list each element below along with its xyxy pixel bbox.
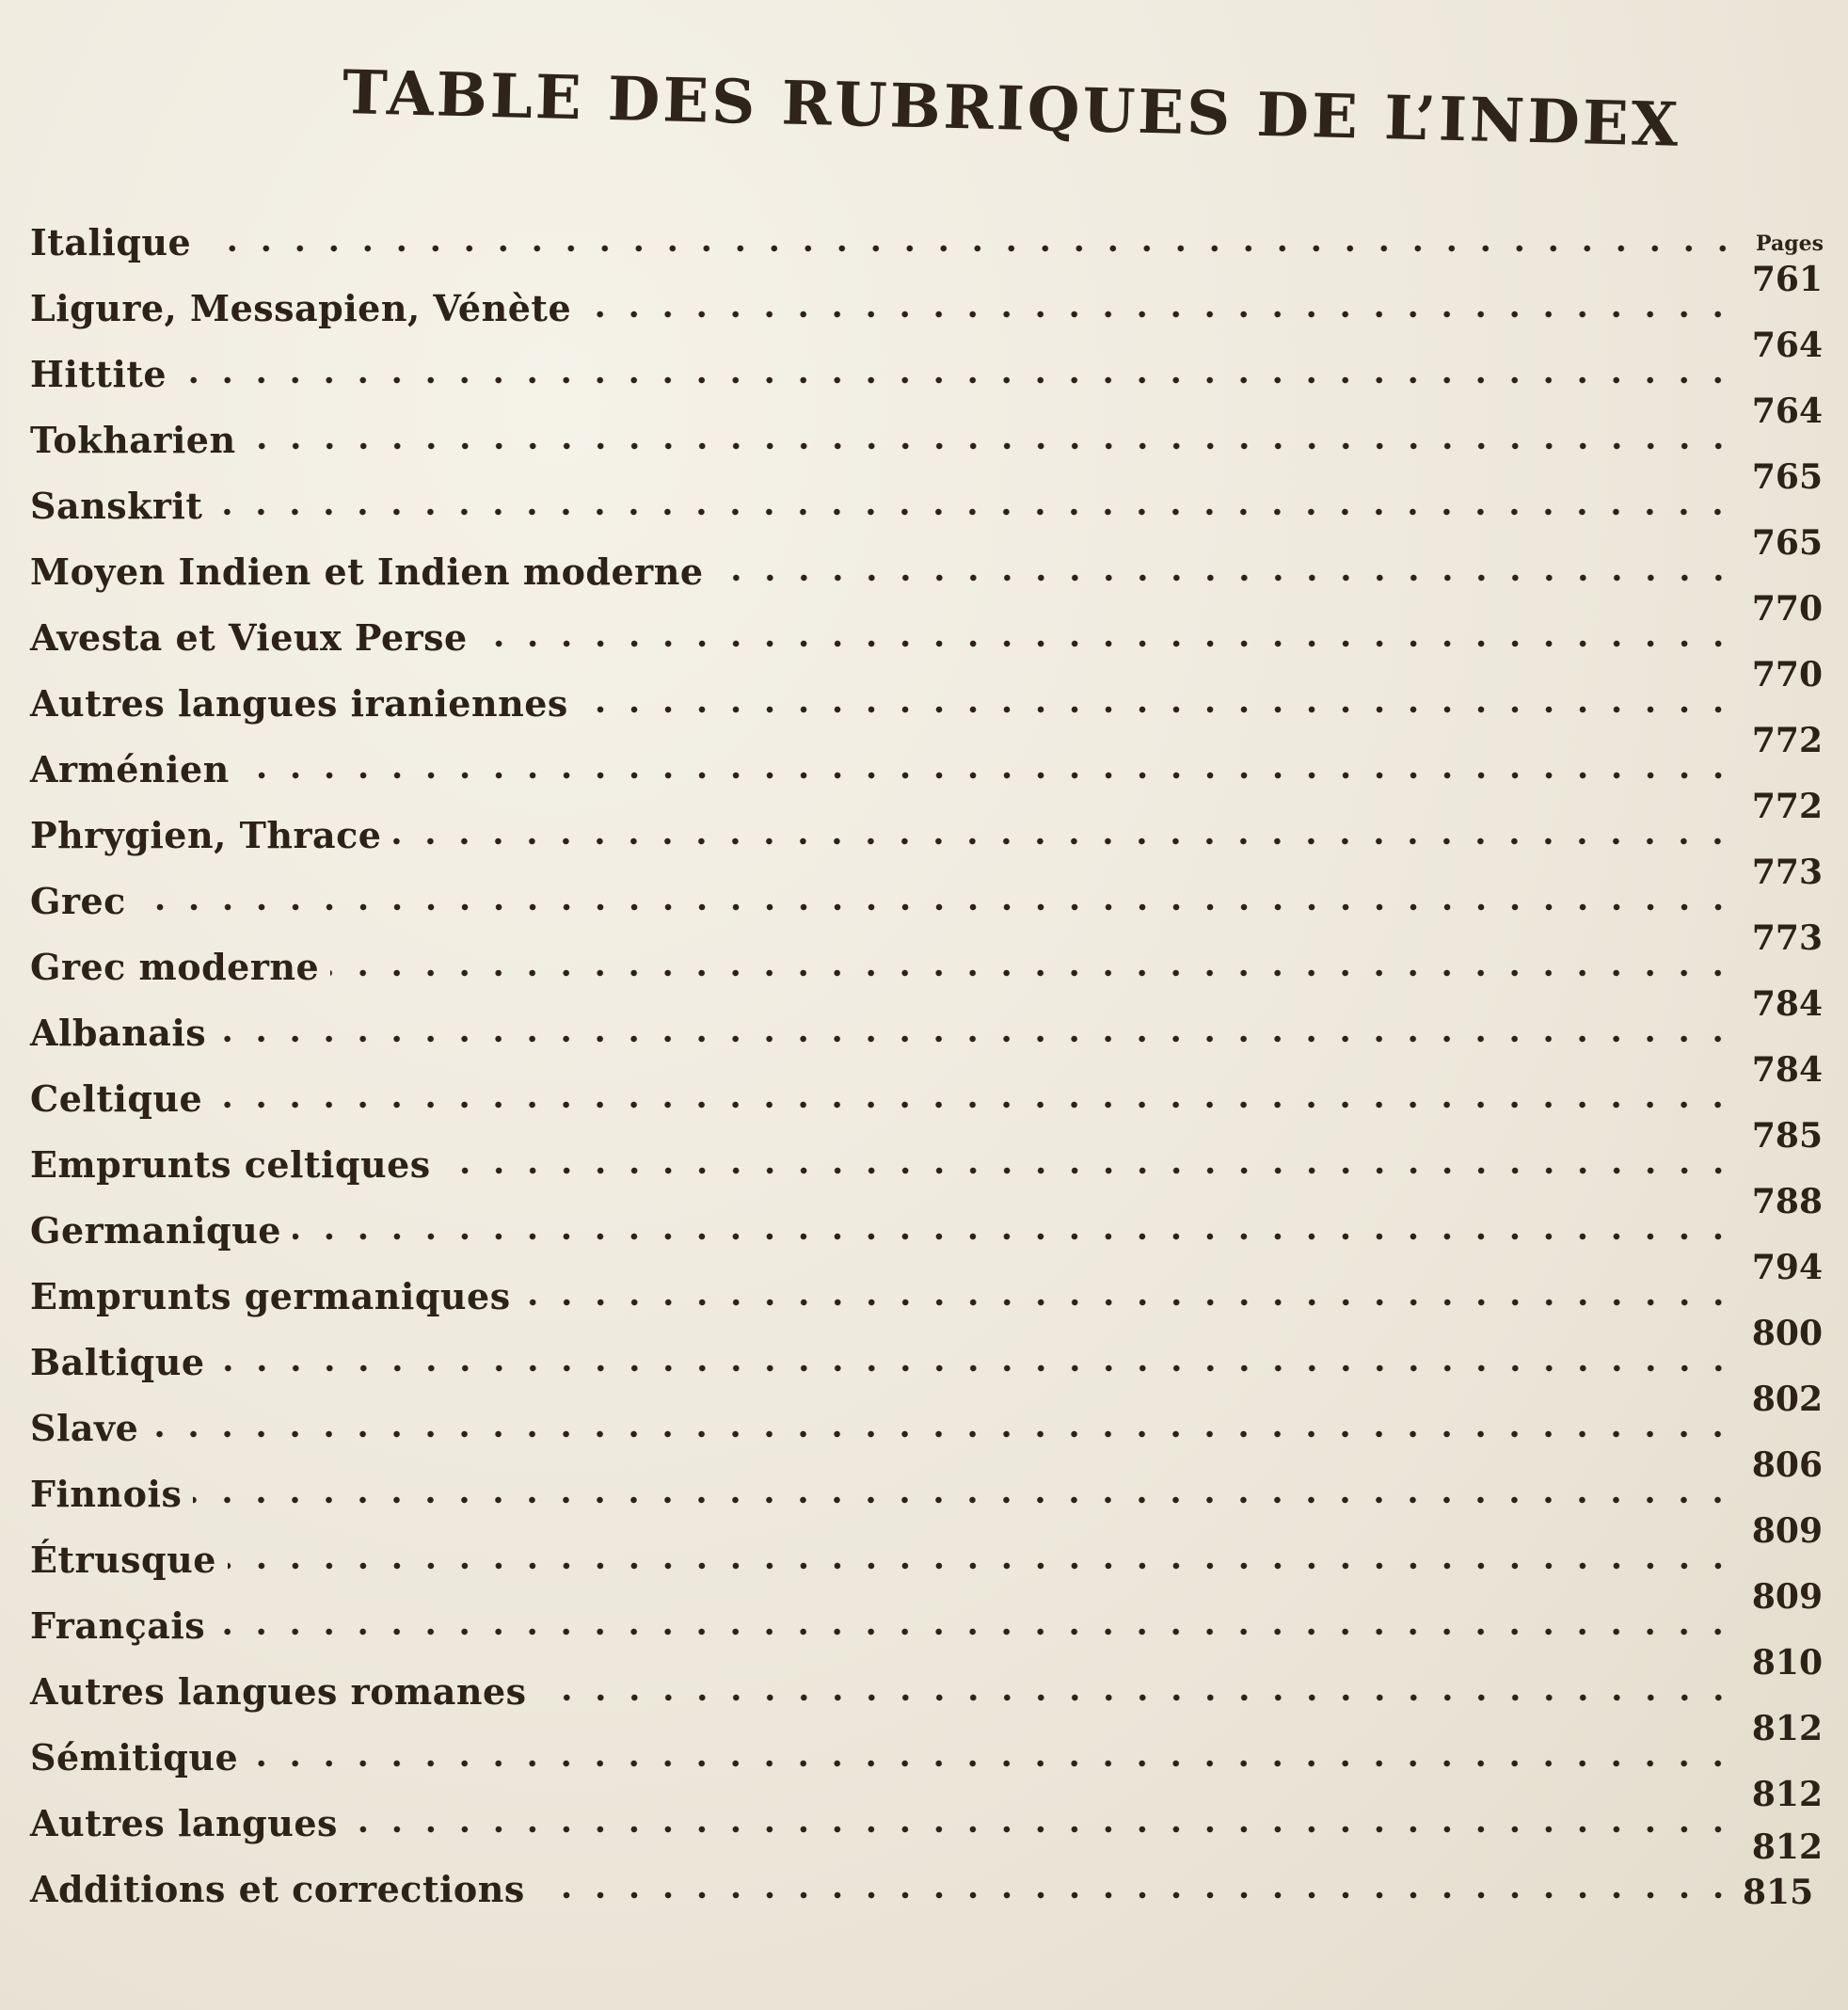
toc-entry <box>30 1314 1823 1395</box>
toc-entry <box>30 1775 1823 1856</box>
toc-entry-page-number: 812 <box>1751 1709 1823 1748</box>
trailing-page-number: 815 <box>1743 1873 1814 1912</box>
toc-entry <box>30 655 1823 736</box>
toc-entry-page-number: 810 <box>1751 1643 1823 1683</box>
dot-leader <box>522 1298 1735 1307</box>
toc-entry-page-number: 788 <box>1751 1182 1823 1221</box>
toc-entry <box>30 1827 1823 1922</box>
index-table-of-contents <box>30 209 1823 1922</box>
dot-leader <box>178 375 1735 385</box>
toc-entry <box>30 721 1823 802</box>
dot-leader <box>202 244 1740 253</box>
toc-entry-label: Italique <box>30 220 192 263</box>
toc-entry <box>30 589 1823 670</box>
toc-entry <box>30 1248 1823 1329</box>
toc-entry-label: Ligure, Messapien, Vénète <box>30 286 572 329</box>
dot-leader <box>214 1100 1735 1109</box>
toc-entry <box>30 326 1823 407</box>
toc-entry-label: Albanais <box>30 1011 207 1054</box>
dot-leader <box>217 1034 1735 1044</box>
toc-entry <box>30 1511 1823 1592</box>
toc-entry-label: Étrusque <box>30 1538 216 1581</box>
toc-entry-page-number: 800 <box>1751 1314 1823 1353</box>
dot-leader <box>442 1166 1735 1175</box>
dot-leader <box>293 1232 1735 1241</box>
toc-entry-page-number: 809 <box>1751 1577 1823 1617</box>
dot-leader <box>216 1627 1735 1636</box>
toc-entry-page-number: 764 <box>1751 391 1823 431</box>
toc-entry-label: Germanique <box>30 1208 281 1252</box>
toc-entry-page-number: 812 <box>1751 1827 1823 1867</box>
toc-entry-label: Emprunts celtiques <box>30 1142 431 1186</box>
dot-leader <box>150 1429 1735 1439</box>
toc-entry <box>30 260 1823 341</box>
toc-entry-label: Grec moderne <box>30 945 320 988</box>
dot-leader <box>479 639 1735 648</box>
toc-entry-label: Sanskrit <box>30 484 203 527</box>
toc-entry-label: Grec <box>30 879 126 922</box>
toc-entry-page-number: 764 <box>1751 326 1823 365</box>
toc-entry-label: Autres langues iraniennes <box>30 681 568 725</box>
toc-entry-label: Sémitique <box>30 1735 239 1779</box>
dot-leader <box>249 1759 1735 1768</box>
toc-entry <box>30 391 1823 472</box>
toc-entry-page-number: 765 <box>1751 457 1823 497</box>
toc-entry <box>30 457 1823 538</box>
dot-leader <box>349 1825 1735 1834</box>
toc-entry-page-number: 806 <box>1751 1445 1823 1485</box>
toc-entry-page-number: 812 <box>1751 1775 1823 1814</box>
dot-leader <box>214 507 1734 517</box>
toc-entry-label: Arménien <box>30 747 230 790</box>
toc-entry-page-number: 761 <box>1751 260 1823 299</box>
toc-entry <box>30 1709 1823 1790</box>
toc-entry-page-number: 770 <box>1751 655 1823 694</box>
toc-entry-label: Moyen Indien et Indien moderne <box>30 550 704 593</box>
dot-leader <box>715 573 1735 582</box>
toc-entry-label: Emprunts germaniques <box>30 1274 511 1317</box>
toc-entry-page-number: 772 <box>1751 787 1823 826</box>
toc-entry-page-number: 773 <box>1751 918 1823 958</box>
toc-entry-page-number: 784 <box>1751 984 1823 1024</box>
toc-entry <box>30 984 1823 1065</box>
toc-entry-label: Celtique <box>30 1077 203 1120</box>
toc-entry-page-number: 784 <box>1751 1050 1823 1090</box>
toc-entry-label: Autres langues <box>30 1801 338 1844</box>
pages-column-header: Pages <box>1756 231 1824 256</box>
dot-leader <box>538 1693 1735 1702</box>
toc-entry-label: Finnois <box>30 1472 183 1515</box>
dot-leader <box>582 310 1735 319</box>
toc-entry-label: Hittite <box>30 352 167 395</box>
toc-entry-page-number: 809 <box>1751 1511 1823 1551</box>
dot-leader <box>536 1890 1735 1900</box>
toc-entry-label: Baltique <box>30 1340 205 1383</box>
toc-entry-page-number: 794 <box>1751 1248 1823 1287</box>
toc-entry <box>30 1643 1823 1724</box>
dot-leader <box>228 1561 1735 1571</box>
page-title: TABLE DES RUBRIQUES DE L’INDEX <box>342 56 1682 161</box>
toc-entry <box>30 1050 1823 1131</box>
toc-entry-label: Autres langues romanes <box>30 1669 527 1713</box>
toc-entry <box>30 209 1823 275</box>
toc-entry <box>30 853 1823 933</box>
dot-leader <box>241 771 1735 780</box>
toc-entry-label: Tokharien <box>30 418 236 461</box>
dot-leader <box>216 1364 1735 1373</box>
toc-entry <box>30 1116 1823 1197</box>
toc-entry <box>30 918 1823 999</box>
toc-entry-page-number: 802 <box>1751 1380 1823 1419</box>
toc-entry <box>30 1577 1823 1658</box>
dot-leader <box>330 968 1735 978</box>
toc-entry <box>30 787 1823 868</box>
toc-entry-page-number: 773 <box>1751 853 1823 892</box>
toc-entry-label: Slave <box>30 1406 139 1449</box>
toc-entry-label: Additions et corrections <box>30 1867 525 1910</box>
dot-leader <box>580 705 1735 714</box>
toc-entry-label: Phrygien, Thrace <box>30 813 382 856</box>
toc-entry-label: Avesta et Vieux Perse <box>30 615 468 659</box>
toc-entry <box>30 1445 1823 1526</box>
toc-entry-page-number: 785 <box>1751 1116 1823 1156</box>
dot-leader <box>193 1495 1734 1505</box>
toc-entry <box>30 523 1823 604</box>
toc-entry-page-number: 770 <box>1751 589 1823 629</box>
dot-leader <box>137 902 1735 912</box>
toc-entry-page-number: 772 <box>1751 721 1823 760</box>
toc-entry-page-number: 765 <box>1751 523 1823 563</box>
dot-leader <box>247 441 1735 451</box>
toc-entry <box>30 1182 1823 1263</box>
toc-entry-label: Français <box>30 1603 206 1647</box>
dot-leader <box>392 837 1734 846</box>
toc-entry <box>30 1380 1823 1460</box>
